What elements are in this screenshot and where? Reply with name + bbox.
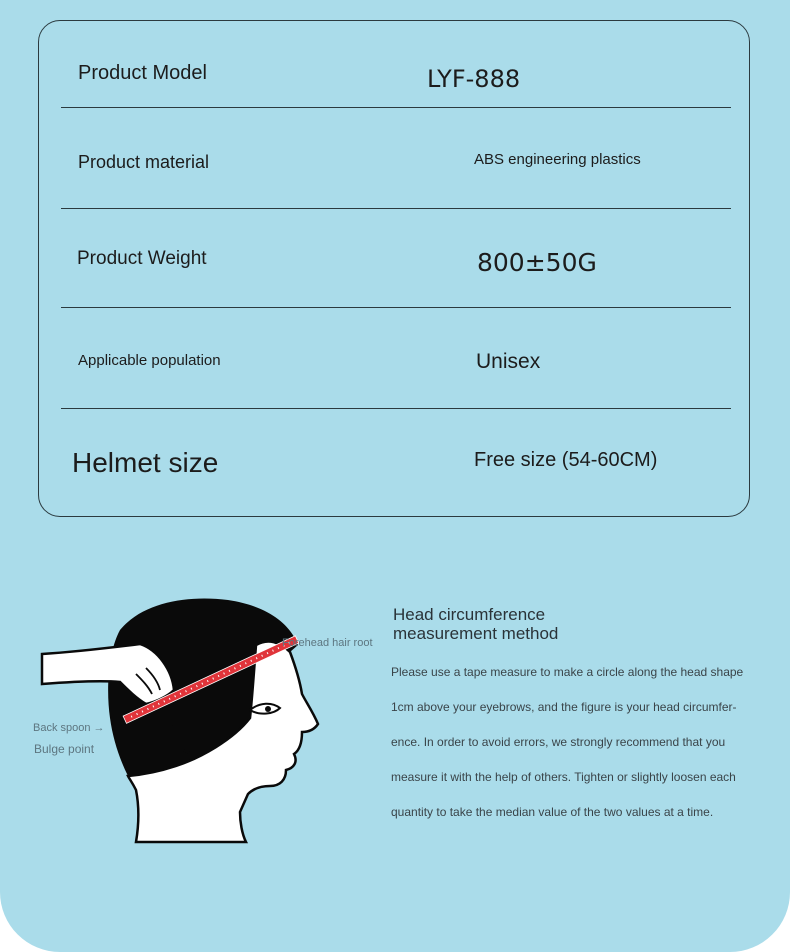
divider bbox=[61, 307, 731, 308]
method-title bbox=[393, 605, 653, 643]
method-title-line1: Head circumference bbox=[393, 605, 546, 624]
pupil bbox=[265, 706, 271, 712]
spec-value: LYF-888 bbox=[427, 65, 521, 93]
method-title-line2: measurement method bbox=[393, 624, 559, 643]
divider bbox=[61, 208, 731, 209]
bulge-point-label: Bulge point bbox=[34, 742, 95, 756]
spec-value: Free size (54-60CM) bbox=[474, 449, 658, 471]
spec-value: ABS engineering plastics bbox=[474, 151, 641, 168]
divider bbox=[61, 408, 731, 409]
spec-label: Product material bbox=[78, 152, 210, 172]
method-description: Please use a tape measure to make a circle along the head shape 1cm above your eyebrows, and the figure is your head circumfer-ence. In order to avoid errors, we strongly recommend that you measure it with the help of others. Tighten or slightly loosen each quantity to take the median value of the two values at a time. bbox=[391, 665, 744, 819]
forehead-hair-root-label: Forehead hair root bbox=[282, 637, 373, 649]
spec-label: Helmet size bbox=[72, 447, 219, 478]
back-spoon-label: Back spoon → bbox=[33, 722, 105, 734]
spec-label: Product Model bbox=[78, 62, 207, 84]
spec-value: 800±50G bbox=[477, 248, 597, 277]
head-measurement-illustration bbox=[28, 590, 378, 850]
spec-label: Product Weight bbox=[77, 248, 207, 269]
spec-table bbox=[38, 20, 750, 517]
spec-value: Unisex bbox=[476, 350, 541, 373]
divider bbox=[61, 107, 731, 108]
arm-shape bbox=[42, 644, 174, 704]
spec-label: Applicable population bbox=[78, 352, 221, 369]
